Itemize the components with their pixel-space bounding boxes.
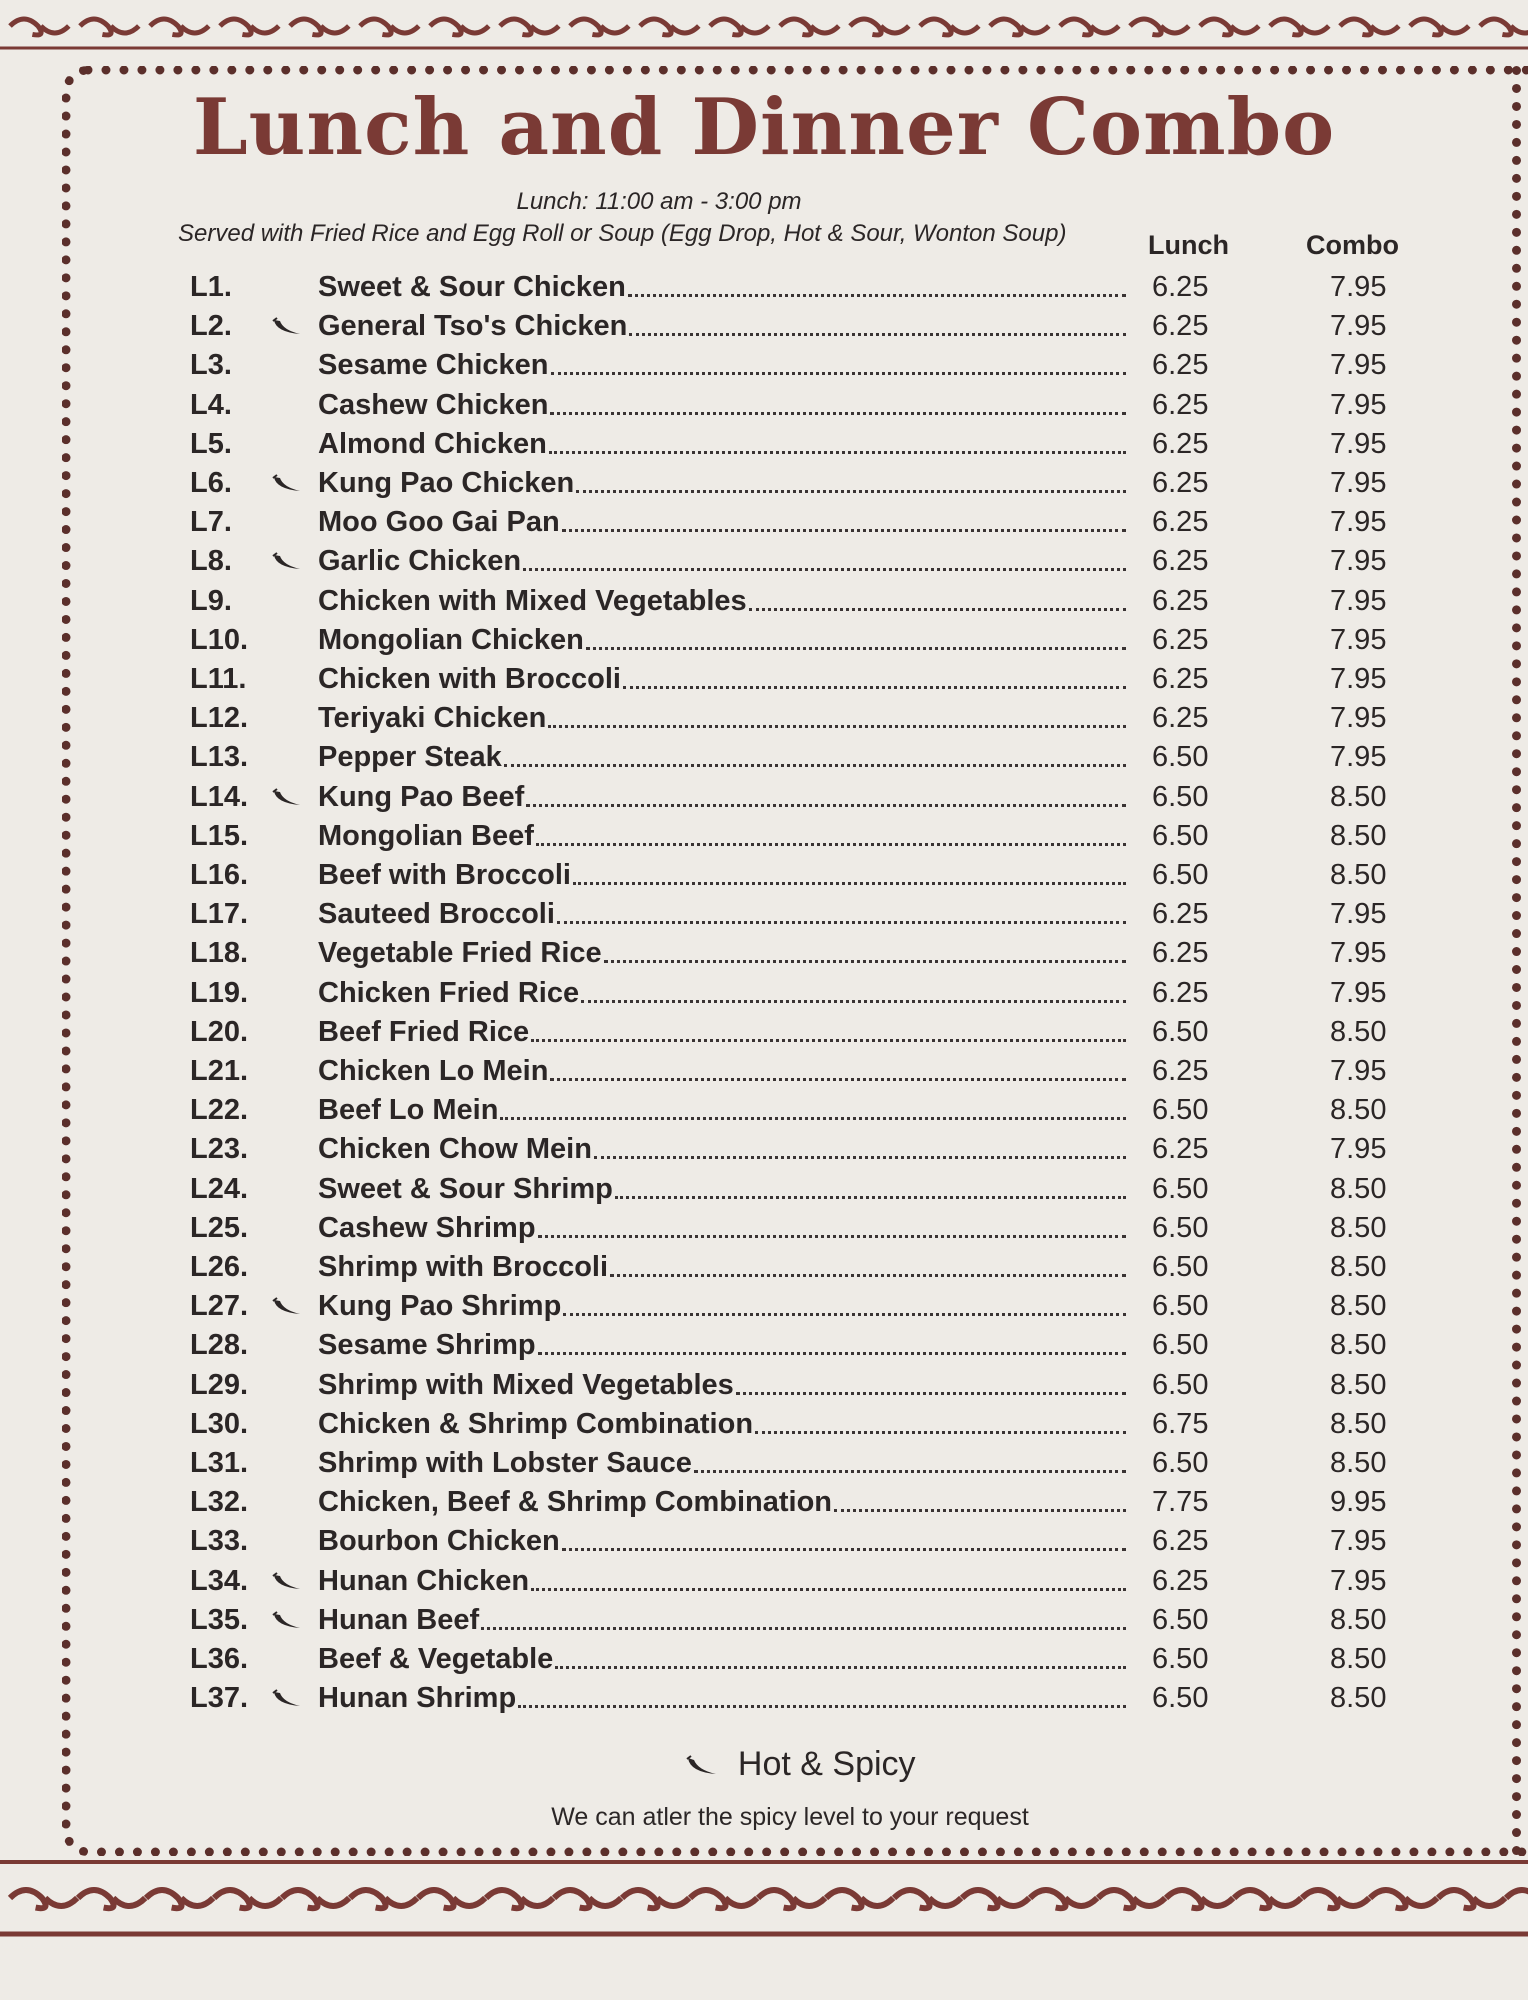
- item-name: Shrimp with Lobster Sauce: [318, 1447, 692, 1479]
- lunch-price: 6.25: [1152, 702, 1209, 735]
- column-header-lunch: Lunch: [1148, 230, 1229, 260]
- lunch-price: 6.50: [1152, 1447, 1209, 1479]
- item-code: L15.: [190, 819, 249, 852]
- menu-item: [0, 1640, 1528, 1678]
- combo-price: 8.50: [1330, 1094, 1387, 1127]
- combo-price: 8.50: [1330, 1290, 1387, 1323]
- item-code: L3.: [190, 349, 232, 382]
- item-name-line: [318, 1405, 1126, 1443]
- item-name: Sweet & Sour Chicken: [318, 271, 626, 303]
- item-name-line: [318, 778, 1126, 816]
- lunch-price: 6.50: [1152, 1172, 1209, 1205]
- item-name-line: [318, 1287, 1126, 1325]
- item-name-line: [318, 268, 1126, 306]
- item-name: Chicken with Broccoli: [318, 663, 621, 695]
- menu-item: [0, 660, 1528, 698]
- menu-item: [0, 1248, 1528, 1286]
- item-name-line: [318, 1013, 1126, 1051]
- item-name: Vegetable Fried Rice: [318, 937, 602, 970]
- item-code: L24.: [190, 1172, 249, 1205]
- item-code: L28.: [190, 1329, 249, 1362]
- item-code: L16.: [190, 859, 249, 891]
- menu-item: [0, 582, 1528, 620]
- item-code: L22.: [190, 1094, 249, 1127]
- dot-leader: [615, 1196, 1126, 1199]
- item-code: L10.: [190, 623, 249, 656]
- combo-price: 8.50: [1330, 1251, 1387, 1283]
- combo-price: 8.50: [1330, 1407, 1387, 1440]
- menu-item: [0, 699, 1528, 737]
- combo-price: 7.95: [1330, 898, 1387, 931]
- combo-price: 7.95: [1330, 663, 1387, 695]
- hot-pepper-icon: [270, 1610, 304, 1632]
- lunch-price: 6.50: [1152, 1094, 1209, 1127]
- hot-pepper-icon: [270, 473, 304, 495]
- dot-leader: [538, 1352, 1126, 1355]
- item-name-line: [318, 386, 1126, 424]
- item-name: Beef Lo Mein: [318, 1094, 499, 1127]
- menu-item: [0, 974, 1528, 1012]
- item-code: L2.: [190, 310, 232, 343]
- dot-leader: [531, 1039, 1126, 1042]
- lunch-price: 6.25: [1152, 271, 1209, 303]
- combo-price: 8.50: [1330, 1603, 1387, 1636]
- dot-leader: [526, 804, 1126, 807]
- combo-price: 7.95: [1330, 506, 1387, 539]
- item-name-line: [318, 1444, 1126, 1482]
- dot-leader: [694, 1470, 1126, 1473]
- dot-leader: [562, 1548, 1126, 1551]
- lunch-hours: Lunch: 11:00 am - 3:00 pm: [516, 188, 802, 215]
- dot-leader: [550, 1078, 1126, 1081]
- combo-price: 7.95: [1330, 271, 1387, 303]
- item-name-line: [318, 1091, 1126, 1129]
- lunch-price: 6.25: [1152, 427, 1209, 460]
- menu-item: [0, 346, 1528, 384]
- item-name: Chicken Chow Mein: [318, 1133, 592, 1166]
- item-name: Hunan Beef: [318, 1603, 480, 1636]
- lunch-price: 6.50: [1152, 1251, 1209, 1283]
- lunch-price: 6.25: [1152, 1564, 1209, 1597]
- menu-item: [0, 1326, 1528, 1364]
- dot-leader: [551, 372, 1126, 375]
- hot-pepper-icon: [270, 316, 304, 338]
- dot-leader: [604, 960, 1126, 963]
- item-code: L31.: [190, 1447, 249, 1479]
- item-name-line: [318, 934, 1126, 972]
- hot-pepper-icon: [684, 1754, 720, 1778]
- combo-price: 8.50: [1330, 1329, 1387, 1362]
- item-name: Chicken with Mixed Vegetables: [318, 584, 747, 617]
- item-name-line: [318, 1483, 1126, 1521]
- item-code: L7.: [190, 506, 232, 539]
- hot-pepper-icon: [270, 1571, 304, 1593]
- item-code: L33.: [190, 1525, 249, 1558]
- item-name: Beef with Broccoli: [318, 859, 571, 891]
- lunch-price: 6.25: [1152, 349, 1209, 382]
- spicy-note: We can atler the spicy level to your request: [551, 1803, 1029, 1831]
- item-code: L21.: [190, 1055, 249, 1087]
- dot-leader: [550, 412, 1126, 415]
- item-name: Chicken Lo Mein: [318, 1055, 549, 1087]
- item-name: Shrimp with Mixed Vegetables: [318, 1368, 734, 1401]
- lunch-price: 6.50: [1152, 1015, 1209, 1048]
- item-code: L14.: [190, 780, 249, 813]
- menu-item: [0, 1562, 1528, 1600]
- combo-price: 7.95: [1330, 427, 1387, 460]
- dot-leader: [834, 1509, 1126, 1512]
- dot-leader: [594, 1156, 1126, 1159]
- item-name-line: [318, 817, 1126, 855]
- combo-price: 7.95: [1330, 467, 1387, 499]
- dot-leader: [504, 764, 1126, 767]
- item-code: L37.: [190, 1682, 249, 1715]
- menu-item: [0, 621, 1528, 659]
- menu-item: [0, 425, 1528, 463]
- item-code: L11.: [190, 663, 247, 695]
- combo-price: 8.50: [1330, 780, 1387, 813]
- lunch-price: 6.25: [1152, 506, 1209, 539]
- combo-price: 7.95: [1330, 1564, 1387, 1597]
- item-name: Chicken & Shrimp Combination: [318, 1407, 754, 1440]
- menu-item: [0, 503, 1528, 541]
- item-code: L4.: [190, 388, 232, 421]
- menu-item: [0, 1130, 1528, 1168]
- item-code: L25.: [190, 1211, 249, 1244]
- item-code: L17.: [190, 898, 249, 931]
- dot-leader: [500, 1117, 1126, 1120]
- menu-item: [0, 1366, 1528, 1404]
- item-name: Sesame Shrimp: [318, 1329, 536, 1362]
- decorative-border-bottom: [0, 1858, 1528, 1940]
- item-code: L19.: [190, 976, 249, 1009]
- menu-item: [0, 934, 1528, 972]
- item-name-line: [318, 1326, 1126, 1364]
- item-name: Garlic Chicken: [318, 545, 522, 578]
- item-name: Hunan Shrimp: [318, 1682, 517, 1715]
- item-name-line: [318, 464, 1126, 502]
- item-name: Beef Fried Rice: [318, 1015, 530, 1048]
- page-title: Lunch and Dinner Combo: [192, 82, 1336, 173]
- decorative-border-top: [0, 0, 1528, 52]
- menu-item: [0, 1013, 1528, 1051]
- hot-pepper-icon: [270, 1688, 304, 1710]
- combo-price: 7.95: [1330, 702, 1387, 735]
- item-name: Chicken, Beef & Shrimp Combination: [318, 1486, 832, 1519]
- item-name: Beef & Vegetable: [318, 1643, 554, 1675]
- lunch-price: 6.25: [1152, 623, 1209, 656]
- dot-leader: [573, 882, 1126, 885]
- item-name-line: [318, 1601, 1126, 1639]
- item-name-line: [318, 856, 1126, 894]
- item-code: L36.: [190, 1643, 249, 1675]
- lunch-price: 6.50: [1152, 741, 1209, 774]
- combo-price: 9.95: [1330, 1486, 1387, 1519]
- item-name-line: [318, 660, 1126, 698]
- dot-leader: [538, 1235, 1126, 1238]
- dot-leader: [518, 1705, 1126, 1708]
- dot-leader: [586, 647, 1126, 650]
- item-name-line: [318, 1679, 1126, 1717]
- combo-price: 7.95: [1330, 1525, 1387, 1558]
- lunch-price: 6.25: [1152, 545, 1209, 578]
- menu-item: [0, 542, 1528, 580]
- item-name: Pepper Steak: [318, 741, 502, 774]
- item-name-line: [318, 974, 1126, 1012]
- item-name-line: [318, 1522, 1126, 1560]
- item-name: Almond Chicken: [318, 427, 547, 460]
- item-name: Teriyaki Chicken: [318, 702, 547, 735]
- lunch-price: 6.25: [1152, 388, 1209, 421]
- lunch-price: 6.25: [1152, 937, 1209, 970]
- item-name-line: [318, 1640, 1126, 1678]
- item-name-line: [318, 699, 1126, 737]
- combo-price: 8.50: [1330, 1682, 1387, 1715]
- item-code: L35.: [190, 1603, 249, 1636]
- item-name: Kung Pao Shrimp: [318, 1290, 562, 1323]
- lunch-price: 6.75: [1152, 1407, 1209, 1440]
- dot-leader: [523, 568, 1126, 571]
- combo-price: 8.50: [1330, 1172, 1387, 1205]
- item-code: L18.: [190, 937, 249, 970]
- menu-item: [0, 817, 1528, 855]
- item-code: L32.: [190, 1486, 249, 1519]
- item-name: General Tso's Chicken: [318, 310, 628, 343]
- combo-price: 7.95: [1330, 937, 1387, 970]
- item-name-line: [318, 307, 1126, 345]
- item-code: L9.: [190, 584, 232, 617]
- item-name: Kung Pao Beef: [318, 780, 525, 813]
- item-name: Mongolian Beef: [318, 819, 534, 852]
- combo-price: 7.95: [1330, 545, 1387, 578]
- legend-label: Hot & Spicy: [737, 1745, 916, 1783]
- menu-item: [0, 895, 1528, 933]
- item-name-line: [318, 1562, 1126, 1600]
- menu-item: [0, 1679, 1528, 1717]
- lunch-price: 6.25: [1152, 976, 1209, 1009]
- menu-item: [0, 1209, 1528, 1247]
- menu-item: [0, 738, 1528, 776]
- dot-leader: [481, 1627, 1126, 1630]
- lunch-price: 6.50: [1152, 780, 1209, 813]
- lunch-price: 6.50: [1152, 1368, 1209, 1401]
- combo-price: 8.50: [1330, 1368, 1387, 1401]
- combo-price: 8.50: [1330, 1015, 1387, 1048]
- item-code: L34.: [190, 1564, 249, 1597]
- column-header-combo: Combo: [1306, 230, 1399, 260]
- item-name-line: [318, 503, 1126, 541]
- menu-item: [0, 268, 1528, 306]
- lunch-price: 6.50: [1152, 1603, 1209, 1636]
- menu-item: [0, 1052, 1528, 1090]
- lunch-price: 6.50: [1152, 819, 1209, 852]
- dot-leader: [629, 333, 1126, 336]
- menu-item: [0, 1170, 1528, 1208]
- lunch-price: 6.25: [1152, 467, 1209, 499]
- dot-leader: [576, 490, 1126, 493]
- hot-pepper-icon: [270, 551, 304, 573]
- item-name-line: [318, 1052, 1126, 1090]
- hot-pepper-icon: [270, 1296, 304, 1318]
- dot-leader: [549, 451, 1126, 454]
- item-name-line: [318, 621, 1126, 659]
- item-name-line: [318, 542, 1126, 580]
- menu-item: [0, 1405, 1528, 1443]
- item-name-line: [318, 425, 1126, 463]
- menu-item: [0, 307, 1528, 345]
- item-name: Bourbon Chicken: [318, 1525, 560, 1558]
- lunch-price: 6.50: [1152, 1290, 1209, 1323]
- menu-item: [0, 1444, 1528, 1482]
- lunch-price: 6.50: [1152, 1211, 1209, 1244]
- item-name-line: [318, 1248, 1126, 1286]
- combo-price: 7.95: [1330, 349, 1387, 382]
- menu-item: [0, 386, 1528, 424]
- menu-item: [0, 1522, 1528, 1560]
- dot-leader: [548, 725, 1126, 728]
- item-name: Sweet & Sour Shrimp: [318, 1172, 613, 1205]
- item-code: L30.: [190, 1407, 249, 1440]
- dot-leader: [563, 1313, 1126, 1316]
- lunch-price: 6.25: [1152, 310, 1209, 343]
- dot-leader: [736, 1392, 1126, 1395]
- dot-leader: [557, 921, 1126, 924]
- item-name-line: [318, 1170, 1126, 1208]
- lunch-price: 6.50: [1152, 859, 1209, 891]
- item-name-line: [318, 738, 1126, 776]
- dot-leader: [623, 686, 1126, 689]
- item-name: Kung Pao Chicken: [318, 467, 575, 499]
- combo-price: 8.50: [1330, 1643, 1387, 1675]
- lunch-price: 6.25: [1152, 663, 1209, 695]
- dot-leader: [531, 1588, 1126, 1591]
- combo-price: 7.95: [1330, 388, 1387, 421]
- item-name-line: [318, 1366, 1126, 1404]
- menu-item: [0, 1483, 1528, 1521]
- item-name-line: [318, 582, 1126, 620]
- lunch-price: 6.50: [1152, 1329, 1209, 1362]
- item-code: L23.: [190, 1133, 249, 1166]
- item-name: Sauteed Broccoli: [318, 898, 555, 931]
- menu-item: [0, 464, 1528, 502]
- item-name: Moo Goo Gai Pan: [318, 506, 560, 539]
- lunch-price: 6.25: [1152, 584, 1209, 617]
- lunch-price: 6.25: [1152, 1525, 1209, 1558]
- dot-leader: [749, 608, 1126, 611]
- combo-price: 8.50: [1330, 1211, 1387, 1244]
- menu-item: [0, 1287, 1528, 1325]
- item-code: L5.: [190, 427, 232, 460]
- menu-item: [0, 1091, 1528, 1129]
- menu-item: [0, 1601, 1528, 1639]
- combo-price: 7.95: [1330, 584, 1387, 617]
- dot-leader: [562, 529, 1126, 532]
- dot-leader: [755, 1431, 1126, 1434]
- item-code: L6.: [190, 467, 232, 499]
- item-name: Sesame Chicken: [318, 349, 549, 382]
- dot-leader: [555, 1666, 1126, 1669]
- lunch-price: 6.50: [1152, 1643, 1209, 1675]
- item-name: Cashew Chicken: [318, 388, 549, 421]
- dot-leader: [628, 294, 1126, 297]
- hot-pepper-icon: [270, 787, 304, 809]
- lunch-price: 6.25: [1152, 1133, 1209, 1166]
- combo-price: 8.50: [1330, 819, 1387, 852]
- lunch-price: 6.25: [1152, 898, 1209, 931]
- served-with-note: Served with Fried Rice and Egg Roll or Soup (Egg Drop, Hot & Sour, Wonton Soup): [178, 220, 1067, 247]
- item-name: Shrimp with Broccoli: [318, 1251, 609, 1283]
- item-code: L13.: [190, 741, 249, 774]
- dot-leader: [536, 843, 1126, 846]
- item-code: L1.: [190, 271, 232, 303]
- item-code: L12.: [190, 702, 249, 735]
- item-name-line: [318, 895, 1126, 933]
- item-name: Hunan Chicken: [318, 1564, 530, 1597]
- legend: [0, 1745, 1528, 1784]
- combo-price: 7.95: [1330, 310, 1387, 343]
- lunch-price: 6.25: [1152, 1055, 1209, 1087]
- dot-leader: [610, 1274, 1126, 1277]
- lunch-price: 7.75: [1152, 1486, 1209, 1519]
- item-code: L20.: [190, 1015, 249, 1048]
- combo-price: 7.95: [1330, 741, 1387, 774]
- combo-price: 7.95: [1330, 623, 1387, 656]
- combo-price: 7.95: [1330, 976, 1387, 1009]
- menu-item: [0, 778, 1528, 816]
- item-name-line: [318, 1209, 1126, 1247]
- item-code: L26.: [190, 1251, 249, 1283]
- item-code: L29.: [190, 1368, 249, 1401]
- combo-price: 7.95: [1330, 1055, 1387, 1087]
- menu-item: [0, 856, 1528, 894]
- combo-price: 7.95: [1330, 1133, 1387, 1166]
- dot-leader: [581, 1000, 1126, 1003]
- item-name: Mongolian Chicken: [318, 623, 584, 656]
- item-name-line: [318, 346, 1126, 384]
- lunch-price: 6.50: [1152, 1682, 1209, 1715]
- combo-price: 8.50: [1330, 859, 1387, 891]
- item-code: L8.: [190, 545, 232, 578]
- item-code: L27.: [190, 1290, 249, 1323]
- item-name-line: [318, 1130, 1126, 1168]
- item-name: Chicken Fried Rice: [318, 976, 580, 1009]
- combo-price: 8.50: [1330, 1447, 1387, 1479]
- item-name: Cashew Shrimp: [318, 1211, 536, 1244]
